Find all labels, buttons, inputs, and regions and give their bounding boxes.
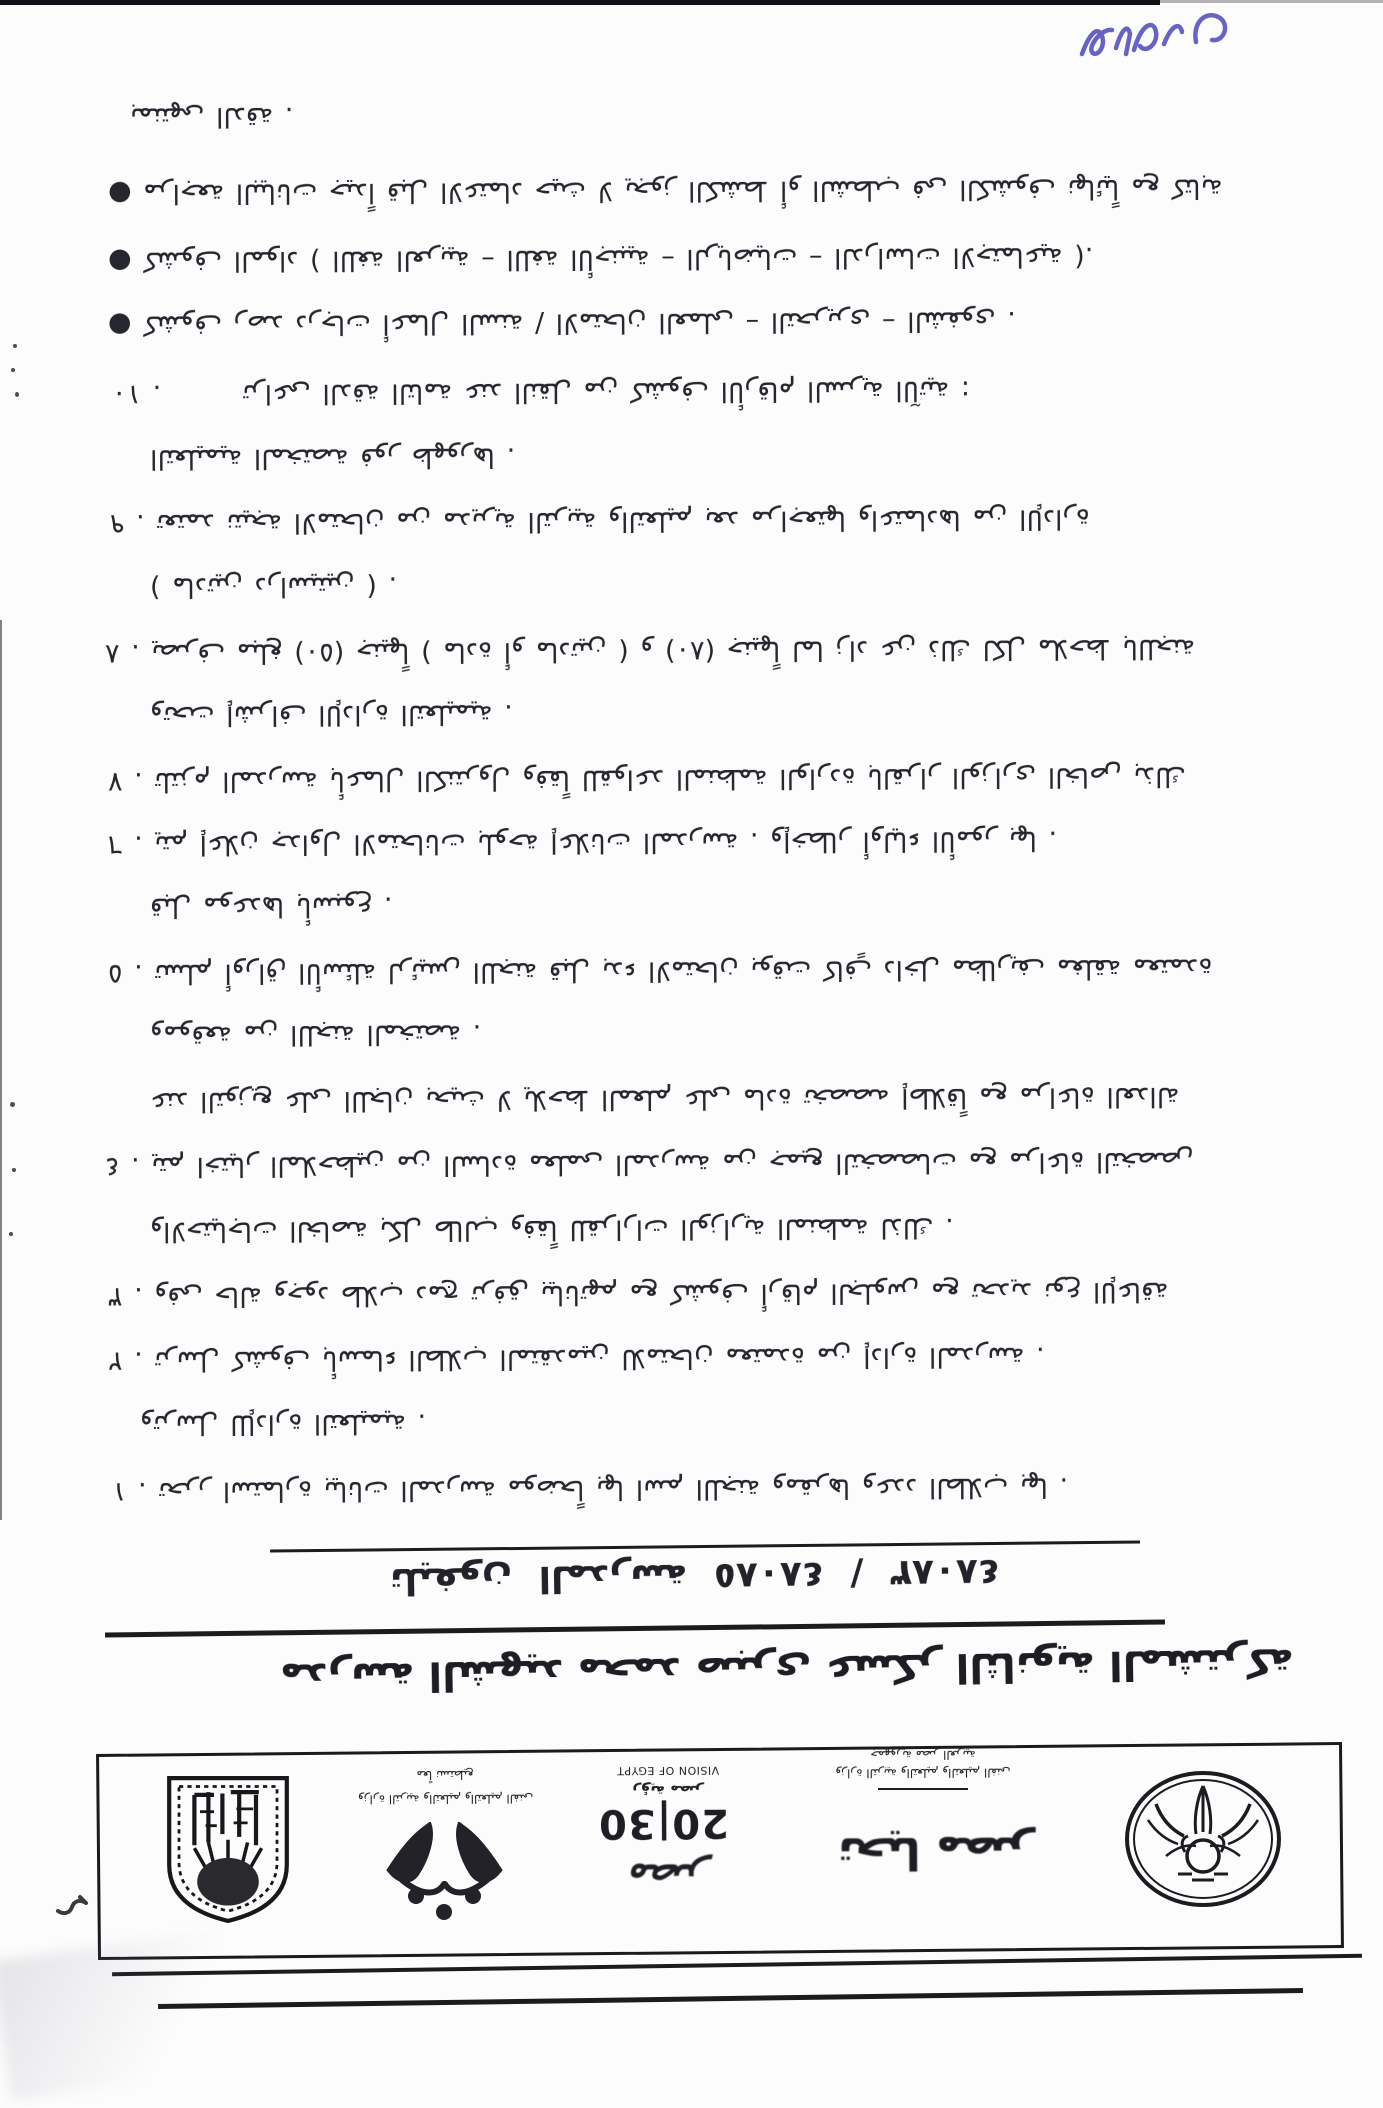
handwritten-numbered-line: ٥ . تسلم أوراق الأسئلة لرئيس اللجنة قبل بدء الامتحان بوقت كافٍ داخل مظاريف مغلقة معتمدة xyxy=(107,952,1213,990)
scan-edge-top xyxy=(0,0,1160,5)
letterhead-school-name: مدرسة الشهيد محمد صبرى عسكر الثانوية المشتركة xyxy=(279,1638,1295,1701)
handwritten-bullet-line: ● مراجعة البيانات جيداً قبل الاعتماد حيث لا يجوز الكشط أو الشطب فى الكشوف نهائياً مع كتابة xyxy=(107,172,1223,210)
kufic-logo-caption: وزارة التربية والتعليم والتعليم الفنى xyxy=(835,1765,1011,1781)
handwritten-numbered-line: ١ . تحرر استمارة بيانات المدرسة موضحاً بها اسم اللجنة ومقرها وعدد الطلاب بها . xyxy=(111,1471,1069,1508)
scan-speck xyxy=(12,1168,16,1172)
ornament-logo-caption: وزارة التربية والتعليم والتعليم الفنى xyxy=(357,1791,534,1807)
letterhead-phone-line: تليفون المدرسة ٤٨٠٨٥ / ٤٨٠٨٣ xyxy=(389,1550,1001,1602)
handwritten-line: وموقعة من اللجنة المختصة . xyxy=(149,1018,482,1051)
scan-speck xyxy=(9,1232,13,1236)
handwritten-numbered-line: ٤ . يتم اختيار الملاحظين من السادة معلمى المدرسة من جميع التخصصات مع مراعاة التخصص xyxy=(104,1145,1194,1183)
handwritten-line: وترسل للإدارة التعليمية . xyxy=(139,1407,427,1441)
ornament-logo-caption: معاً نستطيع xyxy=(416,1767,474,1783)
handwritten-line: عند التوزيع على اللجان بحيث لا يلاحظ المعلم على مادة تخصصه إطلاقاً مع مراعاة العدالة xyxy=(149,1080,1180,1118)
handwritten-numbered-line: ١٠ . تراعى الدقة التامة عند النقل من كشوف الأرقام السرية الآتية : xyxy=(111,374,971,410)
scan-speck xyxy=(15,392,19,397)
handwritten-bullet-line: ● كشوف المواد ( اللغة العربية – اللغة الأجنبية – الرياضيات – الدراسات الاجتماعية ). xyxy=(107,240,1094,277)
kufic-caption-rule xyxy=(878,1788,968,1790)
vision-2030-english-label: VISION OF EGYPT xyxy=(616,1763,720,1778)
governorate-shield-logo xyxy=(158,1772,298,1927)
scan-speck xyxy=(11,368,15,372)
kufic-logo-caption: جمهورية مصر العربية xyxy=(870,1747,976,1763)
handwritten-line: قبل موعدها بأسبوع . xyxy=(149,890,393,923)
handwritten-line: التعليمية المختصة فور ظهورها . xyxy=(149,441,516,475)
scan-speck xyxy=(10,1102,15,1107)
handwritten-line: بمنتهى الدقة . xyxy=(129,100,294,133)
handwritten-numbered-line: ٢ . ترسل كشوف بأسماء الطلاب المتقدمين للامتحان معتمدة من إدارة المدرسة . xyxy=(107,1340,1045,1377)
handwritten-numbered-line: ٣ . وفى حالة وجود طلاب دمج ترفق بياناتهم مع كشوف أرقام الجلوس مع تحديد نوع الإعاقة xyxy=(107,1275,1169,1313)
scan-edge-left xyxy=(0,620,2,1520)
vision-2030-misr-script: مصر xyxy=(629,1854,709,1902)
page-bottom-rule xyxy=(158,1988,1303,2009)
ornament-calligraphy-icon xyxy=(372,1822,517,1927)
handwritten-numbered-line: ٧ . تلتزم المدرسة بأعمال الكنترول وفقاً للقواعد المنظمة الواردة بالقرار الوزارى الخاص بذلك xyxy=(107,760,1187,798)
handwritten-line: وتحت إشراف الإدارة التعليمية . xyxy=(149,698,513,732)
letterhead-divider-rule xyxy=(105,1620,1165,1638)
scan-smudge xyxy=(0,1920,308,2100)
vision-2030-year: 20|30 xyxy=(597,1799,730,1847)
handwritten-bullet-line: ● كشوف رصد درجات أعمال السنة / الامتحان العملى – التحريرى – الشفوى . xyxy=(107,305,1016,341)
handwritten-numbered-line: ٩ . تعتمد نتيجة الامتحان من مديرية التربية والتعليم بعد مراجعتها واعتمادها من الإدارة xyxy=(109,503,1090,540)
tahya-misr-calligraphy: تحيا مصر xyxy=(837,1826,1035,1879)
handwritten-numbered-line: ٦ . يتم إعلان جداول الامتحانات بلوحة إعلانات المدرسة . وإخطار أولياء الأمور بها . xyxy=(107,824,1058,861)
scan-speck xyxy=(13,344,17,348)
vision-2030-arabic-label: رؤية مصر xyxy=(632,1781,704,1801)
blue-pen-scribble xyxy=(1068,2,1278,77)
ministry-eagle-logo xyxy=(1122,1768,1284,1910)
handwritten-line: والاحتياجات الخاصة بكل طالب وفقاً للقرارات الوزارية المنظمة لذلك . xyxy=(149,1211,954,1247)
handwritten-line: ( مادتين دراسيتين ) . xyxy=(149,570,398,603)
handwritten-numbered-line: ٨ . يصرف مبلغ (٥٠) جنيهاً ( مادة أو مادتين ) و (٨٠) جنيهاً لما زاد عن ذلك لكل ملاحظ باللجنة xyxy=(104,632,1196,670)
pencil-check-mark xyxy=(52,1885,92,1925)
